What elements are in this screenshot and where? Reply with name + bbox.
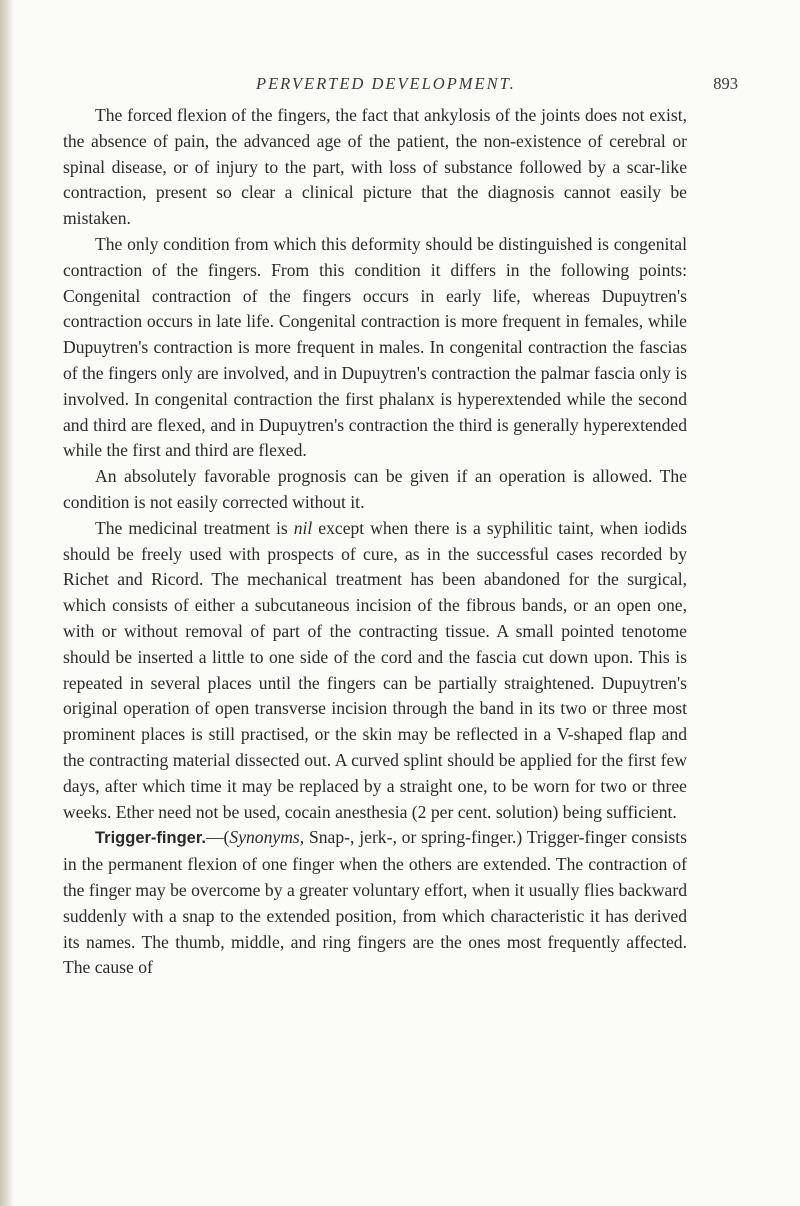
paragraph-diagnosis: The forced flexion of the fingers, the fact that ankylosis of the joints does not exist, the absence of pain, the advanced age of the patient, the non-existence of cerebral or spinal disease, or of injury to the part, with loss of substance followed by a scar-like contraction, present so clear a clinical picture that the diagnosis cannot easily be mistaken. — [63, 105, 687, 229]
page-spine-shadow — [0, 0, 14, 1206]
trigger-finger-text: Trigger-finger consists in the permanent flexion of one finger when the others are extended. The contraction of the finger may be overcome by a greater voluntary effort, when it usually flies backward suddenly with a snap to the extended position, from which characteristic it has derived its names. The thumb, middle, and ring fingers are the ones most frequently affected. The cause of — [63, 827, 687, 978]
synonyms-list: Snap-, jerk-, or spring-finger.) — [304, 827, 523, 848]
treatment-intro: The medicinal treatment is — [95, 517, 294, 538]
paragraph-treatment — [63, 516, 687, 826]
paragraph-differential: The only condition from which this deformity should be distinguished is congenital contraction of the fingers. From this condition it differs in the following points: Congenital contraction of the fingers occurs in early life, whereas Dupuytren's contraction occurs in late life. Congenital contraction is more frequent in females, while Dupuytren's contraction is more frequent in males. In congenital contraction the fascias of the fingers only are involved, and in Dupuytren's contraction the palmar fascia only is involved. In congenital contraction the first phalanx is hyperextended while the second and third are flexed, and in Dupuytren's contraction the third is generally hyperextended while the first and third are flexed. — [63, 233, 687, 461]
page-header — [0, 74, 800, 100]
section-heading-trigger-finger: Trigger-finger. — [95, 829, 206, 848]
paragraph-prognosis: An absolutely favorable prognosis can be given if an operation is allowed. The condition is not easily corrected without it. — [63, 466, 687, 512]
text-body — [63, 103, 687, 981]
treatment-emphasis: nil — [293, 517, 313, 538]
running-head: PERVERTED DEVELOPMENT. — [256, 74, 516, 93]
synonyms-label: Synonyms, — [229, 827, 305, 848]
paragraph-trigger-finger — [63, 825, 687, 981]
page-number: 893 — [713, 74, 738, 93]
synonyms-dash: —( — [205, 827, 230, 848]
treatment-text: except when there is a syphilitic taint, when iodids should be freely used with prospects of cure, as in the successful cases recorded by Richet and Ricord. The mechanical treatment has been abandoned for the surgical, which consists of either a subcutaneous incision of the fibrous bands, or an open one, with or without removal of part of the contracting tissue. A small pointed tenotome should be inserted a little to one side of the cord and the fascia cut down upon. This is repeated in several places until the fingers can be partially straightened. Dupuytren's original operation of open transverse incision through the band in its two or three most prominent places is still practised, or the skin may be reflected in a V-shaped flap and the contracting material dissected out. A curved splint should be applied for the first few days, after which time it may be replaced by a straight one, to be worn for two or three weeks. Ether need not be used, cocain anesthesia (2 per cent. solution) being sufficient. — [63, 517, 687, 822]
